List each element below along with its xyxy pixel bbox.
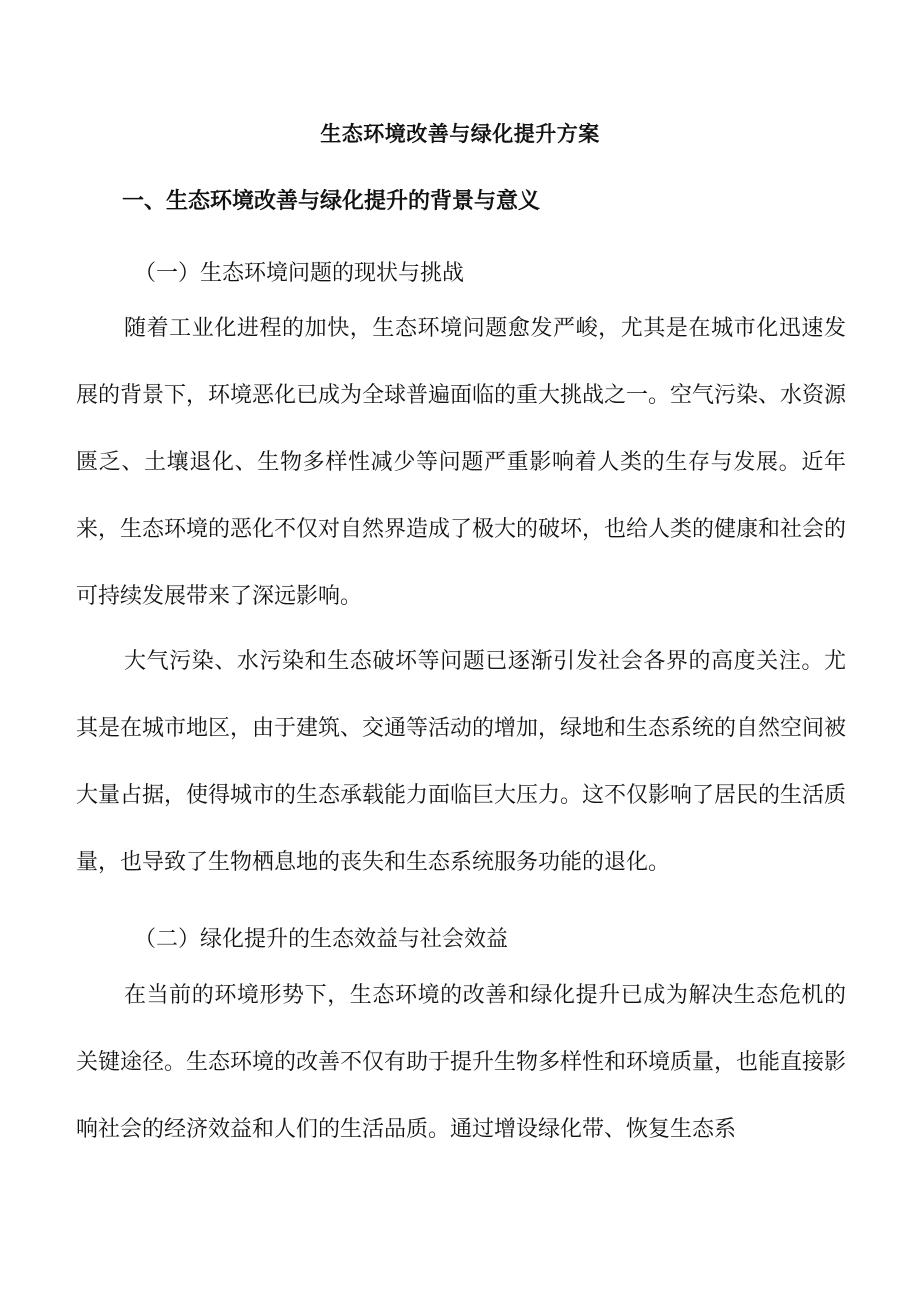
paragraph: 随着工业化进程的加快，生态环境问题愈发严峻，尤其是在城市化迅速发展的背景下，环境恶化已成为全球普遍面临的重大挑战之一。空气污染、水资源匮乏、土壤退化、生物多样性减少等问题严重影响着人类的生存与发展。近年来，生态环境的恶化不仅对自然界造成了极大的破坏，也给人类的健康和社会的可持续发展带来了深远影响。 [76, 316, 847, 609]
paragraph: 在当前的环境形势下，生态环境的改善和绿化提升已成为解决生态危机的关键途径。生态环境的改善不仅有助于提升生物多样性和环境质量，也能直接影响社会的经济效益和人们的生活品质。通过增设绿化带、恢复生态系 [76, 983, 847, 1142]
document-title: 生态环境改善与绿化提升方案 [320, 121, 600, 146]
subsection-heading-1: （一）生态环境问题的现状与挑战 [134, 261, 465, 286]
section-heading-1: 一、生态环境改善与绿化提升的背景与意义 [122, 188, 541, 214]
subsection-heading-2: （二）绿化提升的生态效益与社会效益 [134, 927, 509, 952]
paragraph: 大气污染、水污染和生态破坏等问题已逐渐引发社会各界的高度关注。尤其是在城市地区，由于建筑、交通等活动的增加，绿地和生态系统的自然空间被大量占据，使得城市的生态承载能力面临巨大压力。这不仅影响了居民的生活质量，也导致了生物栖息地的丧失和生态系统服务功能的退化。 [76, 649, 847, 875]
